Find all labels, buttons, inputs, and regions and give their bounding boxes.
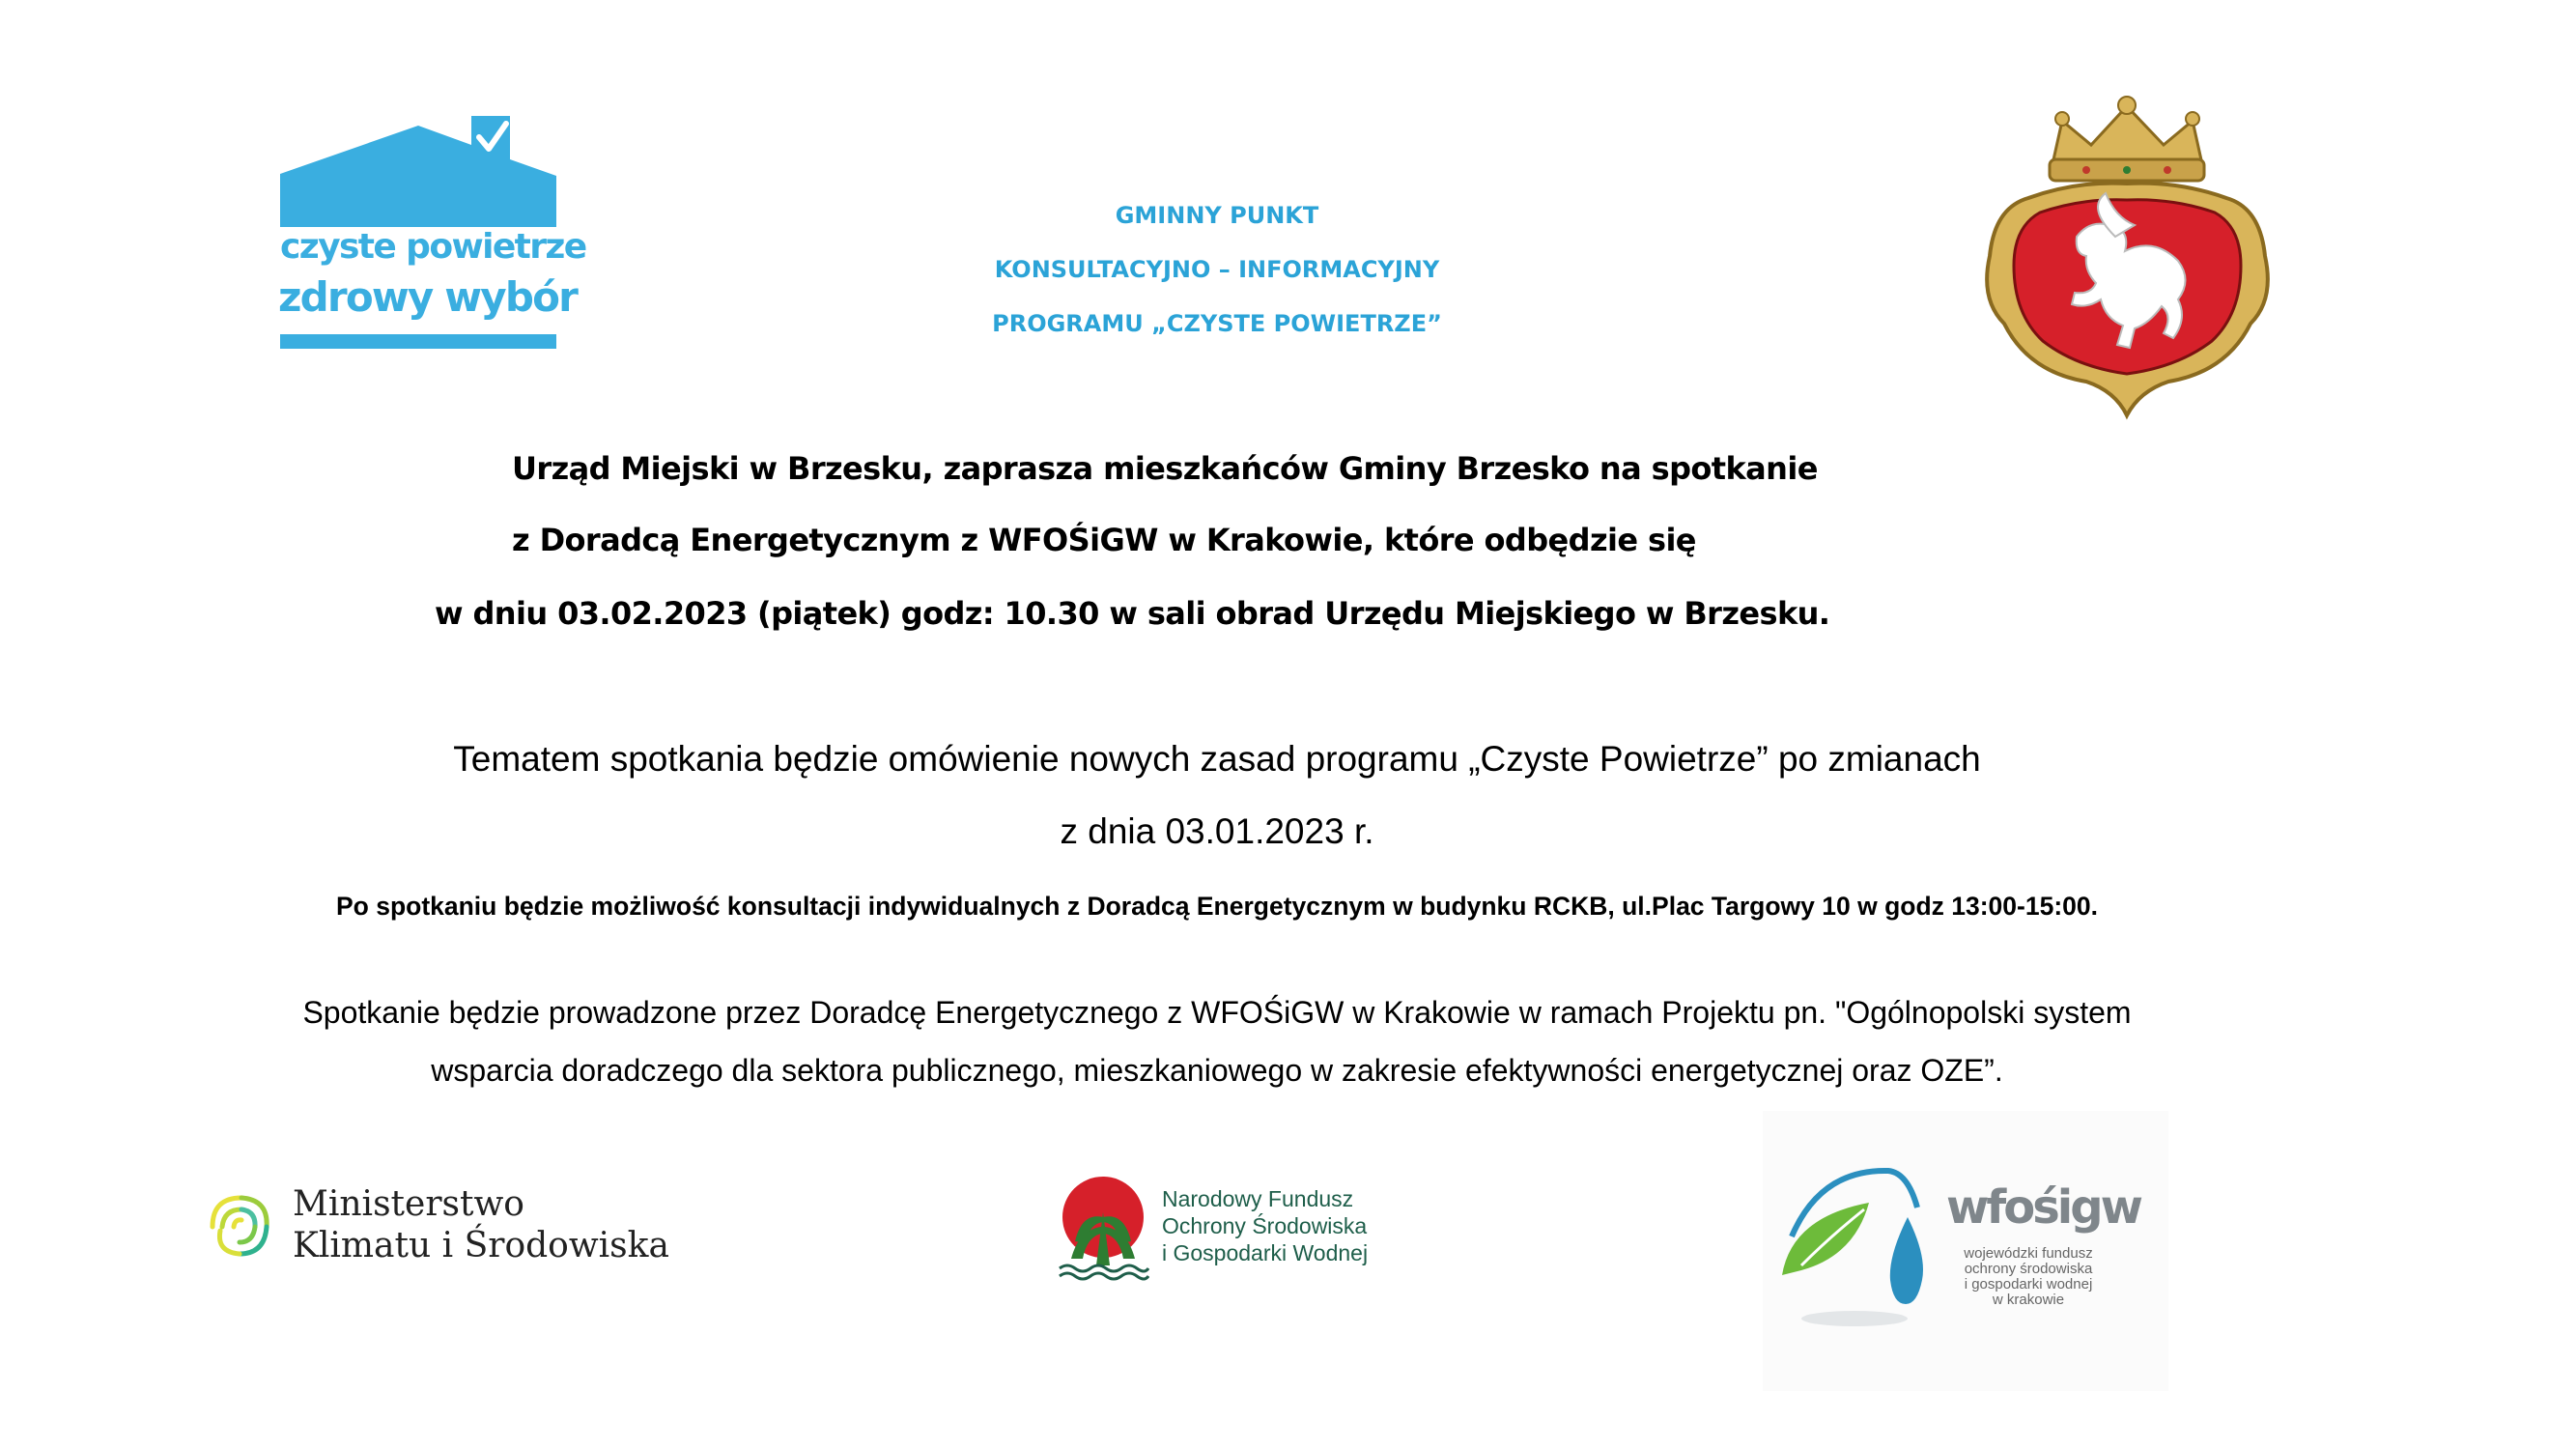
project-line1: Spotkanie będzie prowadzone przez Doradcę Energetycznego z WFOŚiGW w Krakowie w ramach Projektu pn. "Ogólnopolski system — [302, 995, 2132, 1030]
swirl-icon — [203, 1188, 275, 1265]
title-line2: KONSULTACYJNO – INFORMACYJNY — [994, 256, 1440, 283]
topic-line1: Tematem spotkania będzie omówienie nowych zasad programu „Czyste Powietrze” po zmianach — [453, 739, 1981, 779]
wfosigw-sub2: ochrony środowiska — [1964, 1261, 2093, 1277]
title-line1: GMINNY PUNKT — [1115, 202, 1319, 229]
invitation-line3: w dniu 03.02.2023 (piątek) godz: 10.30 w sali obrad Urzędu Miejskiego w Brzesku. — [435, 595, 1830, 632]
wfosigw-logo — [1763, 1111, 2168, 1391]
logo-text-line1: czyste powietrze — [280, 227, 586, 267]
consultation-note: Po spotkaniu będzie możliwość konsultacji indywidualnych z Doradcą Energetycznym w budynku RCKB, ul.Plac Targowy 10 w godz 13:00-15:00. — [335, 892, 2098, 921]
logo-text-line2: zdrowy wybór — [278, 273, 578, 321]
wfosigw-sub4: w krakowie — [1992, 1292, 2065, 1308]
project-line2: wsparcia doradczego dla sektora publicznego, mieszkaniowego w zakresie efektywności energetycznej oraz OZE”. — [431, 1053, 2003, 1088]
ministerstwo-logo — [203, 1183, 724, 1270]
wfosigw-sub1: wojewódzki fundusz — [1964, 1245, 2093, 1262]
title-line3: PROGRAMU „CZYSTE POWIETRZE” — [992, 310, 1442, 337]
nfosigw-line1: Narodowy Fundusz — [1162, 1186, 1354, 1211]
house-roof-icon — [278, 116, 558, 227]
wfosigw-wordmark: wfośigw — [1946, 1180, 2140, 1235]
coat-of-arms — [1970, 92, 2284, 420]
czyste-powietrze-logo — [278, 116, 586, 353]
coat-of-arms-icon — [1970, 92, 2284, 420]
nfosigw-line3: i Gospodarki Wodnej — [1162, 1240, 1369, 1265]
invitation-line2: z Doradcą Energetycznym z WFOŚiGW w Krakowie, które odbędzie się — [512, 522, 1696, 558]
page-title — [869, 188, 1565, 351]
invitation-line1: Urząd Miejski w Brzesku, zaprasza mieszkańców Gminy Brzesko na spotkanie — [512, 450, 1818, 487]
nfosigw-line2: Ochrony Środowiska — [1162, 1213, 1368, 1238]
nf-emblem-icon — [1058, 1174, 1149, 1285]
ministerstwo-line2: Klimatu i Środowiska — [293, 1226, 669, 1265]
topic-line2: z dnia 03.01.2023 r. — [1060, 811, 1374, 851]
logo-underline-bar — [280, 334, 556, 349]
crown-icon — [2050, 97, 2204, 181]
wfosigw-sub3: i gospodarki wodnej — [1964, 1276, 2093, 1293]
nfosigw-logo — [1058, 1174, 1386, 1285]
ministerstwo-line1: Ministerstwo — [293, 1184, 524, 1224]
